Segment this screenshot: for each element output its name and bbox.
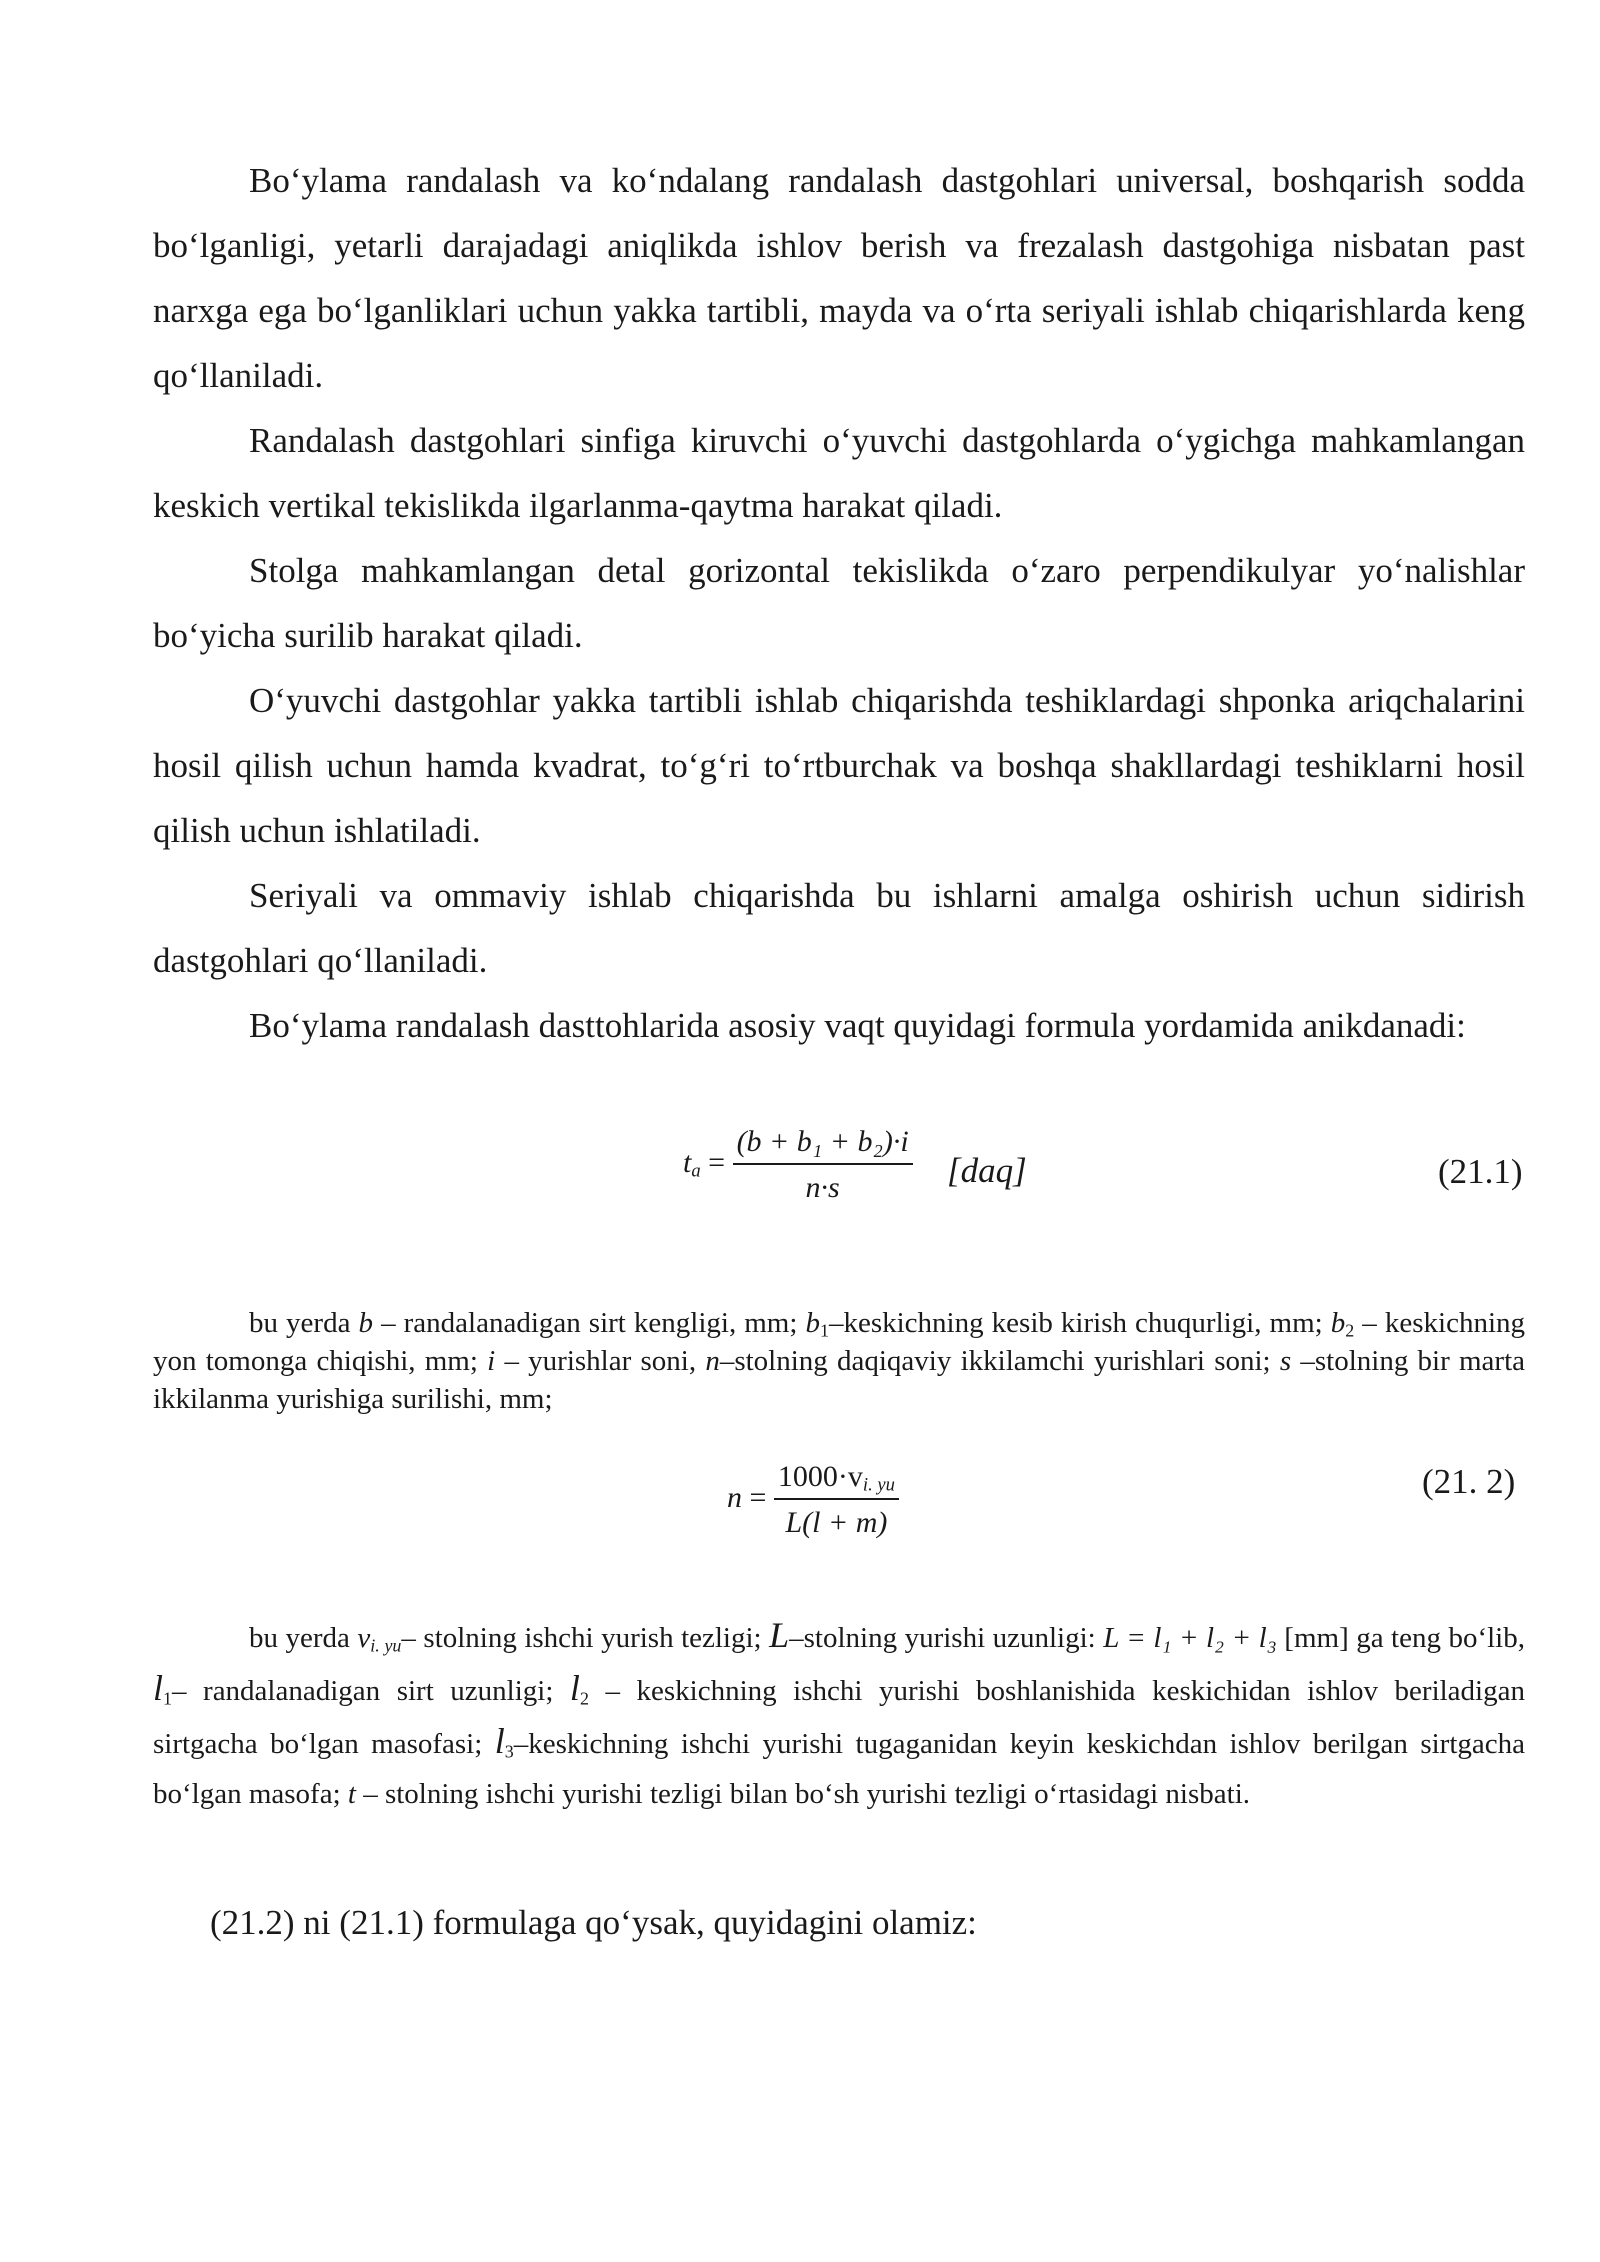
formula-lhs: $t_a$ — [683, 1145, 701, 1182]
formula-numerator: (b + b₁ + b₂)·i — [733, 1125, 913, 1165]
paragraph-2: Randalash dastgohlari sinfiga kiruvchi o‘yuvchi dastgohlarda o‘ygichga mahkamlangan keskich vertikal tekislikda ilgarlanma-qaytma harakat qiladi. — [153, 421, 1525, 525]
formula-unit: [daq] — [947, 1151, 1027, 1190]
paragraph-5: Seriyali va ommaviy ishlab chiqarishda bu ishlarni amalga oshirish uchun sidirish dastgohlari qo‘llaniladi. — [153, 876, 1525, 980]
equation-number-21-2: (21. 2) — [1422, 1462, 1516, 1501]
paragraph-4: O‘yuvchi dastgohlar yakka tartibli ishlab chiqarishda teshiklardagi shponka ariqchalarini hosil qilish uchun hamda kvadrat, to‘g‘ri to‘rtburchak va boshqa shakllardagi teshiklarni hosil qilish uchun ishlatiladi. — [153, 681, 1525, 850]
closing-sentence: (21.2) ni (21.1) formulaga qo‘ysak, quyidagini olamiz: — [210, 1903, 977, 1942]
formula-21-1-legend: bu yerda b – randalanadigan sirt kengligi, mm; $b_1$–keskichning kesib kirish chuqurligi, mm; $b_2$ – keskichning yon tomonga chiqishi, mm; i – yurishlar soni, n–stolning daqiqaviy ikkilamchi yurishlari soni; s –stolning bir marta ikkilanma yurishiga surilishi, mm; — [153, 1307, 1526, 1415]
paragraph-3: Stolga mahkamlangan detal gorizontal tekislikda o‘zaro perpendikulyar yo‘nalishlar bo‘yicha surilib harakat qiladi. — [153, 551, 1525, 655]
equation-number-21-1: (21.1) — [1438, 1152, 1523, 1191]
formula-2-numerator: $1000\cdot v_{i. yu}$ — [774, 1460, 899, 1500]
paragraph-6: Bo‘ylama randalash dasttohlarida asosiy vaqt quyidagi formula yordamida anikdanadi: — [249, 1006, 1466, 1045]
formula-fraction-2 — [774, 1460, 899, 1540]
paragraph-1: Bo‘ylama randalash va ko‘ndalang randalash dastgohlari universal, boshqarish sodda bo‘lganligi, yetarli darajadagi aniqlikda ishlov berish va frezalash dastgohiga nisbatan past narxga ega bo‘lganliklari uchun yakka tartibli, mayda va o‘rta seriyali ishlab chiqarishlarda keng qo‘llaniladi. — [153, 161, 1525, 395]
formula-21-2: n = $\frac{1000\cdot v_{i. yu}}{L(l + m)}$ — [727, 1460, 899, 1540]
formula-21-2-legend: bu yerda $v_{i. yu}-$ stolning ishchi yurish tezligi; L–stolning yurishi uzunligi: L = l₁ + l₂ + l₃ [mm] ga teng bo‘lib, $l_1-$ randalanadigan sirt uzunligi; $l_2$ – keskichning ishchi yurishi boshlanishida keskichidan ishlov beriladigan sirtgacha bo‘lgan masofasi; $l_3$–keskichning ishchi yurishi tugaganidan keyin keskichdan ishlov berilgan sirtgacha bo‘lgan masofa; t – stolning ishchi yurishi tezligi bilan bo‘sh yurishi tezligi o‘rtasidagi nisbati. — [153, 1615, 1525, 1810]
formula-2-denominator: L(l + m) — [785, 1506, 888, 1539]
formula-21-1: $t_a$ = $\frac{\text{(b + b₁ + b₂)·i}}{n\cdot s}$ — [683, 1125, 913, 1205]
formula-fraction — [733, 1125, 913, 1205]
formula-denominator: n·s — [805, 1171, 840, 1204]
